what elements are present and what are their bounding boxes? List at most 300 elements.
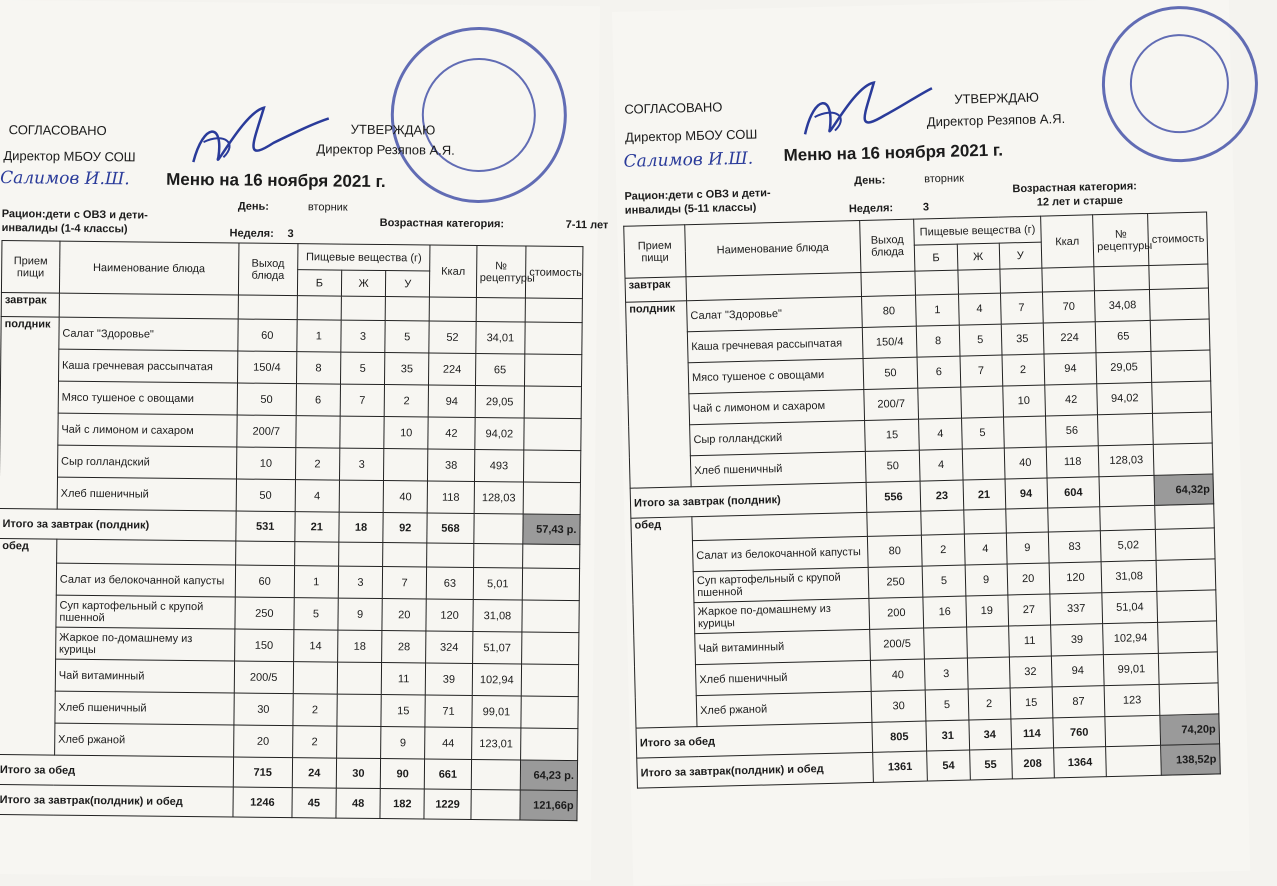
total-kcal: 1229 — [424, 789, 471, 819]
dish-fat: 5 — [961, 417, 1004, 449]
total-yield: 1246 — [233, 787, 292, 818]
col-header-fat: Ж — [957, 243, 1000, 270]
menu-table — [623, 212, 1221, 789]
dish-carbs: 40 — [383, 481, 428, 513]
dish-yield: 200/7 — [864, 388, 919, 420]
dish-cost — [1158, 652, 1218, 684]
col-header-kcal: Ккал — [1040, 215, 1094, 268]
dish-kcal: 38 — [428, 449, 475, 481]
dish-fat — [966, 626, 1009, 658]
dish-fat — [337, 662, 382, 694]
dish-carbs: 15 — [381, 695, 426, 727]
empty-cell — [1094, 265, 1149, 290]
total-kcal: 760 — [1053, 717, 1106, 748]
dish-protein: 5 — [923, 565, 966, 597]
dish-carbs: 2 — [384, 385, 429, 417]
dish-fat: 3 — [339, 448, 384, 480]
age-value: 7-11 лет — [565, 218, 609, 232]
dish-kcal: 83 — [1048, 531, 1101, 563]
total-yield: 715 — [233, 757, 292, 788]
dish-kcal: 42 — [428, 417, 475, 449]
dish-name: Хлеб пшеничный — [55, 691, 234, 725]
total-cost: 121,66р — [520, 790, 577, 821]
dish-kcal: 56 — [1045, 415, 1098, 447]
dish-kcal: 52 — [429, 321, 476, 353]
dish-yield: 60 — [238, 319, 297, 352]
dish-fat: 2 — [968, 688, 1011, 720]
dish-recipe: 128,03 — [1099, 444, 1154, 476]
signature-name: Салимов И.Ш. — [623, 148, 754, 172]
week-value: 3 — [287, 228, 294, 241]
dish-protein: 1 — [916, 294, 959, 326]
dish-kcal: 44 — [425, 727, 472, 759]
official-stamp — [1100, 4, 1260, 164]
dish-yield: 250 — [235, 597, 294, 630]
page-title: Меню на 16 ноября 2021 г. — [166, 169, 386, 192]
empty-cell — [1149, 264, 1209, 289]
empty-cell — [238, 295, 297, 320]
dish-name: Хлеб пшеничный — [57, 477, 236, 511]
col-header-nutrients: Пищевые вещества (г) — [914, 216, 1041, 245]
dish-recipe: 34,01 — [475, 322, 525, 355]
total-fat: 30 — [336, 758, 381, 788]
dish-yield: 50 — [863, 357, 918, 389]
dish-recipe — [1098, 413, 1153, 445]
total-recipe — [471, 789, 521, 820]
dish-yield: 200/7 — [237, 415, 296, 448]
total-recipe — [1105, 715, 1160, 746]
total-label: Итого за завтрак (полдник) — [630, 482, 866, 518]
dish-recipe: 65 — [1096, 320, 1151, 352]
dish-kcal: 71 — [425, 695, 472, 727]
dish-name: Суп картофельный с крупой пшенной — [693, 567, 868, 602]
col-header-dish: Наименование блюда — [685, 221, 861, 277]
dish-cost — [523, 482, 580, 515]
dish-yield: 200/5 — [234, 661, 293, 694]
dish-fat — [340, 416, 385, 448]
dish-cost — [525, 354, 582, 387]
dish-fat — [962, 448, 1005, 480]
dish-yield: 30 — [234, 693, 293, 726]
dish-kcal: 39 — [426, 663, 473, 695]
dish-recipe: 123,01 — [471, 727, 521, 760]
dish-recipe: 123 — [1104, 684, 1159, 716]
total-kcal: 604 — [1047, 477, 1100, 508]
dish-carbs — [1003, 416, 1046, 448]
dish-yield: 80 — [867, 535, 922, 567]
total-cost: 74,20р — [1160, 714, 1220, 745]
col-header-meal: Прием пищи — [624, 225, 686, 278]
total-carbs: 94 — [1005, 478, 1048, 509]
dish-protein — [293, 662, 338, 694]
dish-cost — [521, 696, 578, 729]
dish-cost — [522, 600, 579, 633]
dish-cost — [1153, 443, 1213, 475]
director-name: Директор Резяпов А.Я. — [926, 110, 1066, 130]
col-header-recipe: № рецептуры — [476, 246, 526, 299]
total-fat: 48 — [336, 788, 381, 818]
total-protein: 21 — [295, 512, 340, 542]
menu-sheet-left — [0, 0, 609, 880]
empty-cell — [963, 509, 1006, 534]
dish-protein — [924, 627, 967, 659]
dish-cost — [1150, 319, 1210, 351]
col-header-dish: Наименование блюда — [59, 241, 238, 295]
day-value: вторник — [924, 172, 965, 186]
dish-name: Каша гречневая рассыпчатая — [687, 327, 862, 362]
col-header-yield: Выход блюда — [238, 243, 297, 296]
total-recipe — [471, 759, 521, 790]
dish-kcal: 63 — [427, 567, 474, 599]
dish-carbs: 35 — [1001, 323, 1044, 355]
dish-kcal: 94 — [429, 385, 476, 417]
dish-carbs: 9 — [1006, 532, 1049, 564]
dish-fat: 4 — [964, 533, 1007, 565]
total-carbs: 92 — [383, 513, 428, 543]
empty-cell — [385, 297, 429, 321]
dish-cost — [524, 386, 581, 419]
dish-carbs: 35 — [385, 353, 430, 385]
total-kcal: 568 — [427, 513, 474, 543]
dish-kcal: 324 — [426, 631, 473, 663]
empty-cell — [523, 544, 580, 569]
dish-protein — [296, 416, 341, 448]
total-fat: 18 — [339, 512, 384, 542]
dish-name: Мясо тушеное с овощами — [58, 381, 237, 415]
total-carbs: 114 — [1011, 718, 1054, 749]
dish-kcal: 224 — [1043, 322, 1096, 354]
dish-carbs: 7 — [382, 567, 427, 599]
dish-recipe: 102,94 — [472, 663, 522, 696]
dish-yield: 150/4 — [237, 351, 296, 384]
menu-table — [0, 240, 583, 821]
dish-kcal: 224 — [429, 353, 476, 385]
empty-cell — [56, 539, 235, 565]
dish-recipe: 94,02 — [474, 417, 524, 450]
dish-name: Мясо тушеное с овощами — [688, 358, 863, 393]
dish-kcal: 337 — [1050, 593, 1103, 625]
col-header-carbs: У — [386, 271, 430, 297]
dish-yield: 150 — [234, 629, 293, 662]
approve-label: УТВЕРЖДАЮ — [954, 89, 1040, 107]
total-label: Итого за обед — [0, 755, 233, 787]
dish-carbs: 32 — [1009, 656, 1052, 688]
dish-fat: 9 — [338, 598, 383, 630]
dish-protein: 16 — [923, 596, 966, 628]
empty-cell — [235, 541, 294, 566]
col-header-kcal: Ккал — [430, 245, 477, 297]
empty-cell — [473, 543, 523, 568]
dish-carbs: 11 — [381, 663, 426, 695]
dish-carbs: 5 — [385, 321, 430, 353]
dish-name: Салат "Здоровье" — [59, 317, 238, 351]
total-carbs: 208 — [1011, 748, 1054, 779]
dish-recipe: 128,03 — [474, 481, 524, 514]
dish-kcal: 94 — [1051, 655, 1104, 687]
approve-label: УТВЕРЖДАЮ — [350, 121, 436, 138]
dish-cost — [521, 664, 578, 697]
dish-fat: 19 — [965, 595, 1008, 627]
page-title: Меню на 16 ноября 2021 г. — [783, 140, 1004, 165]
dish-recipe: 99,01 — [1104, 653, 1159, 685]
total-fat: 21 — [963, 479, 1006, 510]
dish-carbs: 15 — [1010, 687, 1053, 719]
total-carbs: 182 — [380, 789, 425, 819]
meal-label-breakfast: завтрак — [625, 277, 687, 302]
dish-cost — [1153, 412, 1213, 444]
dish-carbs: 27 — [1007, 594, 1050, 626]
dish-carbs: 20 — [382, 599, 427, 631]
dish-name: Салат из белокочанной капусты — [692, 536, 867, 571]
dish-fat: 7 — [340, 384, 385, 416]
dish-recipe: 29,05 — [475, 385, 525, 418]
dish-yield: 150/4 — [862, 326, 917, 358]
official-stamp — [390, 26, 568, 204]
dish-cost — [525, 322, 582, 355]
day-label: День: — [854, 174, 886, 188]
empty-cell — [525, 298, 582, 323]
dish-kcal: 118 — [1046, 446, 1099, 478]
empty-cell — [1005, 508, 1048, 533]
dish-recipe: 5,01 — [473, 567, 523, 600]
dish-cost — [524, 450, 581, 483]
age-label: Возрастная категория: — [379, 216, 505, 231]
total-yield: 556 — [866, 481, 921, 512]
dish-protein: 3 — [925, 658, 968, 690]
meal-label-lunch: обед — [0, 539, 57, 756]
dish-protein: 4 — [920, 449, 963, 481]
dish-cost — [1159, 683, 1219, 715]
meal-label-lunch: обед — [631, 517, 697, 728]
dish-fat: 4 — [958, 293, 1001, 325]
total-protein: 31 — [926, 720, 969, 751]
dish-cost — [522, 632, 579, 665]
age-value: 12 лет и старше — [1036, 194, 1123, 209]
col-header-meal: Прием пищи — [1, 241, 59, 294]
total-label: Итого за обед — [636, 722, 872, 758]
dish-carbs: 20 — [1007, 563, 1050, 595]
dish-fat: 5 — [959, 324, 1002, 356]
dish-name: Сыр голландский — [57, 445, 236, 479]
meal-label-snack: полдник — [0, 317, 59, 510]
day-label: День: — [237, 200, 270, 213]
total-fat: 55 — [969, 749, 1012, 780]
dish-name: Сыр голландский — [690, 420, 865, 455]
empty-cell — [861, 271, 916, 296]
total-kcal: 1364 — [1053, 747, 1106, 778]
total-fat: 34 — [968, 719, 1011, 750]
total-label: Итого за завтрак (полдник) — [0, 509, 236, 541]
total-recipe — [1099, 475, 1154, 506]
agreed-label: СОГЛАСОВАНО — [8, 122, 107, 139]
dish-name: Салат "Здоровье" — [687, 296, 862, 331]
dish-name: Чай с лимоном и сахаром — [58, 413, 237, 447]
total-recipe — [473, 513, 523, 544]
age-label: Возрастная категория: — [1012, 180, 1137, 196]
dish-protein: 2 — [293, 694, 338, 726]
dish-name: Жаркое по-домашнему из курицы — [694, 598, 869, 633]
dish-name: Хлеб ржаной — [54, 723, 233, 757]
dish-yield: 50 — [237, 383, 296, 416]
ration-label: Рацион:дети с ОВЗ и дети-инвалиды (1-4 классы) — [1, 208, 148, 236]
empty-cell — [294, 542, 338, 566]
dish-fat: 3 — [338, 566, 383, 598]
dish-name: Хлеб пшеничный — [696, 660, 871, 695]
dish-protein: 5 — [926, 689, 969, 721]
dish-yield: 200 — [869, 597, 924, 629]
col-header-protein: Б — [297, 270, 341, 296]
col-header-cost: стоимость — [526, 246, 583, 299]
dish-name: Чай с лимоном и сахаром — [689, 389, 864, 424]
signature-name: Салимов И.Ш. — [0, 168, 130, 190]
ration-label: Рацион:дети с ОВЗ и дети-инвалиды (5-11 классы) — [624, 187, 771, 217]
dish-kcal: 87 — [1052, 686, 1105, 718]
total-cost: 138,52р — [1161, 744, 1221, 775]
total-cost: 64,32р — [1154, 474, 1214, 505]
dish-cost — [524, 418, 581, 451]
day-value: вторник — [307, 201, 348, 214]
dish-kcal: 118 — [427, 481, 474, 513]
total-cost: 64,23 р. — [520, 760, 577, 791]
dish-fat — [960, 386, 1003, 418]
dish-kcal: 120 — [426, 599, 473, 631]
dish-protein: 6 — [296, 384, 341, 416]
dish-protein: 5 — [294, 598, 339, 630]
empty-cell — [1100, 505, 1155, 530]
dish-fat: 18 — [338, 630, 383, 662]
dish-name: Хлеб ржаной — [696, 691, 871, 726]
dish-protein: 1 — [294, 566, 339, 598]
dish-cost — [521, 728, 578, 761]
empty-cell — [476, 298, 526, 323]
dish-kcal: 42 — [1044, 384, 1097, 416]
dish-recipe: 99,01 — [472, 695, 522, 728]
dish-carbs — [384, 449, 429, 481]
empty-cell — [921, 510, 964, 535]
dish-fat — [337, 694, 382, 726]
dish-carbs: 10 — [1002, 385, 1045, 417]
dish-name: Каша гречневая рассыпчатая — [58, 349, 237, 383]
director-name: Директор Резяпов А.Я. — [316, 141, 455, 158]
empty-cell — [1047, 507, 1100, 532]
dish-yield: 40 — [870, 659, 925, 691]
dish-carbs: 28 — [382, 631, 427, 663]
empty-cell — [915, 270, 958, 295]
dish-protein: 14 — [293, 630, 338, 662]
dish-kcal: 39 — [1050, 624, 1103, 656]
dish-protein: 4 — [295, 480, 340, 512]
dish-recipe: 31,08 — [1101, 560, 1156, 592]
empty-cell — [59, 293, 238, 319]
empty-cell — [341, 296, 385, 320]
col-header-recipe: № рецептуры — [1093, 213, 1149, 266]
dish-yield: 20 — [233, 725, 292, 758]
dish-recipe: 102,94 — [1103, 622, 1158, 654]
dish-fat: 7 — [960, 355, 1003, 387]
dish-yield: 80 — [861, 295, 916, 327]
empty-cell — [1155, 504, 1215, 529]
meal-label-breakfast: завтрак — [1, 293, 59, 318]
dish-fat — [337, 726, 382, 758]
dish-fat — [339, 480, 384, 512]
dish-yield: 250 — [868, 566, 923, 598]
dish-name: Жаркое по-домашнему из курицы — [55, 627, 234, 661]
col-header-nutrients: Пищевые вещества (г) — [297, 244, 430, 271]
dish-cost — [522, 568, 579, 601]
total-protein: 24 — [292, 758, 337, 788]
dish-yield: 200/5 — [869, 628, 924, 660]
dish-yield: 60 — [235, 565, 294, 598]
dish-carbs: 2 — [1002, 354, 1045, 386]
dish-carbs: 10 — [384, 417, 429, 449]
week-label: Неделя: — [229, 227, 274, 240]
dish-recipe: 493 — [474, 449, 524, 482]
school-director-label: Директор МБОУ СОШ — [3, 148, 136, 165]
dish-protein: 8 — [296, 352, 341, 384]
total-yield: 805 — [872, 721, 927, 752]
dish-kcal: 94 — [1044, 353, 1097, 385]
dish-recipe: 51,07 — [472, 631, 522, 664]
dish-recipe: 34,08 — [1095, 289, 1150, 321]
dish-fat — [967, 657, 1010, 689]
col-header-carbs: У — [999, 242, 1042, 269]
total-label: Итого за завтрак(полдник) и обед — [637, 752, 873, 788]
dish-carbs: 40 — [1004, 447, 1047, 479]
total-protein: 45 — [292, 788, 337, 818]
empty-cell — [957, 269, 1000, 294]
dish-cost — [1158, 621, 1218, 653]
dish-name: Салат из белокочанной капусты — [56, 563, 235, 597]
dish-protein: 6 — [917, 356, 960, 388]
empty-cell — [383, 543, 427, 567]
total-yield: 1361 — [872, 751, 927, 782]
dish-recipe: 94,02 — [1097, 382, 1152, 414]
total-yield: 531 — [236, 511, 295, 542]
col-header-protein: Б — [915, 244, 958, 271]
total-protein: 54 — [927, 750, 970, 781]
dish-protein: 2 — [292, 726, 337, 758]
dish-fat: 9 — [965, 564, 1008, 596]
grand-total-row — [0, 785, 577, 821]
dish-yield: 15 — [864, 419, 919, 451]
dish-cost — [1152, 381, 1212, 413]
dish-recipe: 51,04 — [1102, 591, 1157, 623]
dish-recipe: 29,05 — [1096, 351, 1151, 383]
dish-carbs: 7 — [1000, 292, 1043, 324]
dish-name: Чай витаминный — [55, 659, 234, 693]
empty-cell — [430, 297, 477, 321]
dish-name: Хлеб пшеничный — [690, 451, 865, 486]
menu-sheet-right — [612, 0, 1250, 886]
dish-yield: 50 — [865, 450, 920, 482]
dish-protein: 4 — [919, 418, 962, 450]
dish-cost — [1157, 590, 1217, 622]
dish-yield: 50 — [236, 479, 295, 512]
total-kcal: 661 — [425, 759, 472, 789]
dish-cost — [1156, 559, 1216, 591]
col-header-yield: Выход блюда — [859, 219, 915, 272]
total-protein: 23 — [920, 480, 963, 511]
empty-cell — [427, 543, 474, 567]
week-value: 3 — [922, 201, 930, 214]
empty-cell — [867, 511, 922, 536]
dish-fat: 5 — [340, 352, 385, 384]
dish-yield: 10 — [236, 447, 295, 480]
dish-recipe: 5,02 — [1101, 529, 1156, 561]
dish-kcal: 70 — [1042, 291, 1095, 323]
dish-protein: 2 — [922, 534, 965, 566]
total-label: Итого за завтрак(полдник) и обед — [0, 785, 233, 817]
